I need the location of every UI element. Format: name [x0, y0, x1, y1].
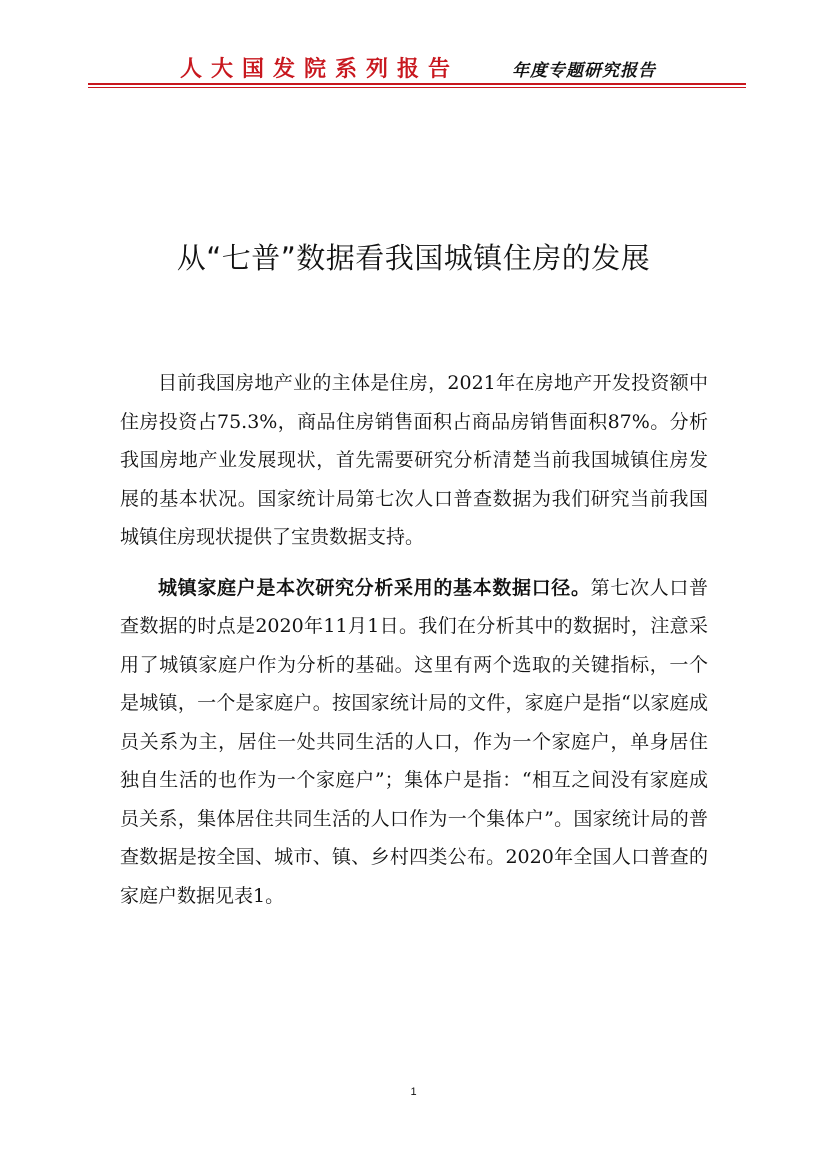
body-paragraph-1	[120, 364, 708, 557]
header-rule-thin	[88, 87, 746, 88]
header-rule-thick	[88, 83, 746, 85]
page-header	[88, 52, 746, 86]
header-series-title: 人大国发院系列报告	[180, 56, 460, 82]
document-body	[120, 364, 708, 927]
paragraph-2-lead: 城镇家庭户是本次研究分析采用的基本数据口径。	[158, 576, 591, 599]
header-report-type: 年度专题研究报告	[512, 61, 656, 81]
paragraph-2-text: 第七次人口普查数据的时点是2020年11月1日。我们在分析其中的数据时，注意采用了城镇家庭户作为分析的基础。这里有两个选取的关键指标，一个是城镇，一个是家庭户。按国家统计局的文件，家庭户是指“以家庭成员关系为主，居住一处共同生活的人口，作为一个家庭户，单身居住独自生活的也作为一个家庭户”；集体户是指：“相互之间没有家庭成员关系，集体居住共同生活的人口作为一个集体户”。国家统计局的普查数据是按全国、城市、镇、乡村四类公布。2020年全国人口普查的家庭户数据见表1。	[120, 576, 708, 907]
document-title: 从“七普”数据看我国城镇住房的发展	[176, 241, 651, 275]
body-paragraph-2	[120, 569, 708, 916]
paragraph-1-text: 目前我国房地产业的主体是住房，2021年在房地产开发投资额中住房投资占75.3%，商品住房销售面积占商品房销售面积87%。分析我国房地产业发展现状，首先需要研究分析清楚当前我国城镇住房发展的基本状况。国家统计局第七次人口普查数据为我们研究当前我国城镇住房现状提供了宝贵数据支持。	[120, 372, 708, 548]
page-number: 1	[410, 1086, 417, 1098]
